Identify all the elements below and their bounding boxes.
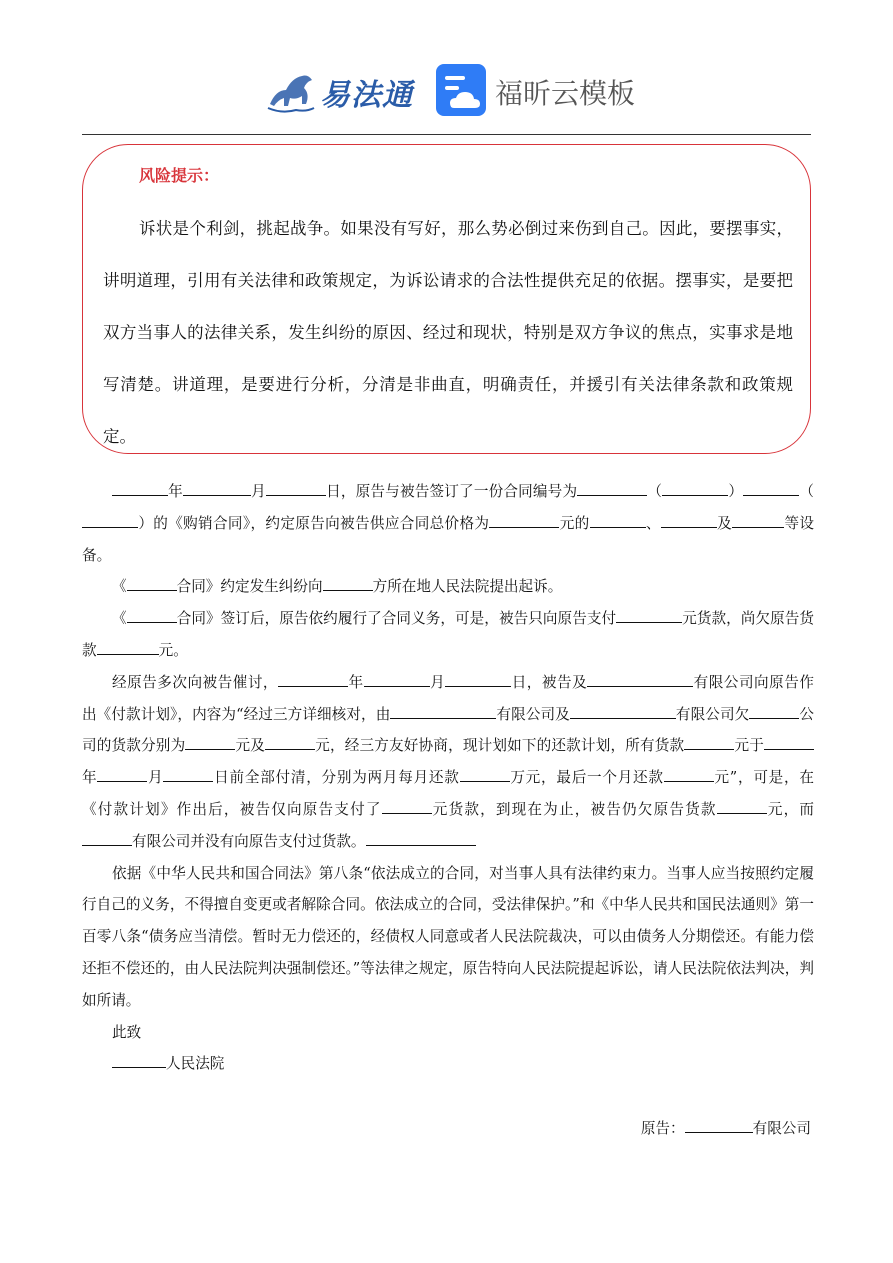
text: 《 <box>112 578 127 596</box>
text: 元，而 <box>766 800 814 818</box>
text: 月 <box>147 769 164 787</box>
text: 元。 <box>158 641 188 659</box>
text: 《 <box>112 610 127 628</box>
paragraph-3 <box>82 603 814 667</box>
blank-field[interactable] <box>749 704 799 719</box>
blank-field[interactable] <box>127 576 177 591</box>
logo2-text: 福昕云模板 <box>495 77 636 110</box>
header-divider <box>82 134 811 135</box>
text: 原告： <box>640 1120 685 1137</box>
text: 元货款，尚欠原告货款 <box>82 610 814 659</box>
blank-field[interactable] <box>82 831 132 846</box>
blank-field[interactable] <box>590 513 646 528</box>
paragraph-6: 此致 <box>112 1023 142 1041</box>
paragraph-7 <box>82 1048 814 1080</box>
text: 、 <box>645 514 661 532</box>
text: 元，经三方友好协商，现计划如下的还款计划，所有货款 <box>315 737 685 755</box>
risk-warning-box <box>82 144 811 454</box>
page-header <box>0 58 893 124</box>
text: ） <box>728 483 744 500</box>
text: 经原告多次向被告催讨， <box>112 673 279 691</box>
blank-field[interactable] <box>364 672 430 687</box>
blank-field[interactable] <box>97 767 147 782</box>
paragraph-4 <box>82 667 814 858</box>
blank-field[interactable] <box>390 704 496 719</box>
text: 合同》签订后，原告依约履行了合同义务，可是，被告只向原告支付 <box>176 610 617 628</box>
blank-field[interactable] <box>185 735 235 750</box>
text: 方所在地人民法院提出起诉。 <box>372 578 563 596</box>
blank-field[interactable] <box>684 735 734 750</box>
blank-field[interactable] <box>366 831 476 846</box>
blank-field[interactable] <box>382 799 432 814</box>
blank-field[interactable] <box>445 672 511 687</box>
blank-field[interactable] <box>662 481 728 496</box>
text: 日，原告与被告签订了一份合同编号为 <box>325 483 578 500</box>
text: 及 <box>716 514 733 532</box>
text: ）的《购销合同》，约定原告向被告供应合同总价格为 <box>138 514 490 532</box>
text: 元”，可是，在《付款计划》作出后，被告仅向原告支付了 <box>82 769 814 818</box>
blank-field[interactable] <box>323 576 373 591</box>
text: 元及 <box>235 737 266 755</box>
blank-field[interactable] <box>664 767 714 782</box>
blank-field[interactable] <box>112 1053 166 1068</box>
blank-field[interactable] <box>278 672 348 687</box>
text: 月 <box>250 483 266 500</box>
text: 有限公司欠 <box>675 705 750 723</box>
text: 日前全部付清，分别为两月每月还款 <box>213 769 460 787</box>
blank-field[interactable] <box>112 481 168 496</box>
blank-field[interactable] <box>163 767 213 782</box>
blank-field[interactable] <box>685 1118 753 1133</box>
text: 年 <box>348 673 364 691</box>
text: 有限公司向原告作出《付款计划》，内容为“经过三方详细核对，由 <box>82 673 814 723</box>
text: （ <box>647 483 663 500</box>
blank-field[interactable] <box>764 735 814 750</box>
text: 公司的货款分别为 <box>82 705 814 755</box>
text: 日，被告及 <box>511 673 588 691</box>
blank-field[interactable] <box>616 608 682 623</box>
text: 元货款，到现在为止，被告仍欠原告货款 <box>431 800 717 818</box>
blank-field[interactable] <box>587 672 693 687</box>
yifatong-logo <box>262 60 414 120</box>
blank-field[interactable] <box>82 513 138 528</box>
text: 万元，最后一个月还款 <box>509 769 664 787</box>
text: 有限公司及 <box>496 705 570 723</box>
blank-field[interactable] <box>577 481 647 496</box>
blank-field[interactable] <box>489 513 559 528</box>
text: 等设备。 <box>82 514 814 564</box>
blank-field[interactable] <box>127 608 177 623</box>
blank-field[interactable] <box>661 513 717 528</box>
blank-field[interactable] <box>266 481 326 496</box>
paragraph-1 <box>82 476 814 571</box>
blank-field[interactable] <box>97 640 159 655</box>
paragraph-5: 依据《中华人民共和国合同法》第八条“依法成立的合同，对当事人具有法律约束力。当事人应当按照约定履行自己的义务，不得擅自变更或者解除合同。依法成立的合同，受法律保护。”和《中华人民共和国民法通则》第一百零八条“债务应当清偿。暂时无力偿还的，经债权人同意或者人民法院裁决，可以由债务人分期偿还。有能力偿还拒不偿还的，由人民法院判决强制偿还。”等法律之规定，原告特向人民法院提起诉讼，请人民法院依法判决，判如所请。 <box>82 864 814 1009</box>
blank-field[interactable] <box>460 767 510 782</box>
text: 元的 <box>559 514 590 532</box>
text: 年 <box>82 769 98 787</box>
signature-line <box>641 1117 811 1138</box>
text: （ <box>799 483 814 500</box>
blank-field[interactable] <box>732 513 784 528</box>
text: 合同》约定发生纠纷向 <box>176 578 323 596</box>
blank-field[interactable] <box>183 481 251 496</box>
blank-field[interactable] <box>570 704 676 719</box>
text: 元于 <box>734 737 764 755</box>
foxit-cloud-icon <box>436 64 486 116</box>
text: 有限公司 <box>752 1120 811 1137</box>
text: 有限公司并没有向原告支付过货款。 <box>132 832 366 850</box>
document-body <box>82 476 814 1080</box>
risk-title: 风险提示： <box>139 166 220 185</box>
risk-body: 诉状是个利剑，挑起战争。如果没有写好，那么势必倒过来伤到自己。因此，要摆事实，讲明道理，引用有关法律和政策规定，为诉讼请求的合法性提供充足的依据。摆事实，是要把双方当事人的法律关系，发生纠纷的原因、经过和现状，特别是双方争议的焦点，实事求是地写清楚。讲道理，是要进行分析，分清是非曲直，明确责任，并援引有关法律条款和政策规定。 <box>103 219 793 446</box>
blank-field[interactable] <box>717 799 767 814</box>
blank-field[interactable] <box>265 735 315 750</box>
logo1-text: 易法通 <box>320 78 413 113</box>
text: 年 <box>168 483 183 500</box>
qilin-icon <box>262 60 322 120</box>
blank-field[interactable] <box>743 481 799 496</box>
paragraph-2 <box>82 571 814 603</box>
text: 月 <box>429 673 446 691</box>
text: 人民法院 <box>166 1055 225 1073</box>
